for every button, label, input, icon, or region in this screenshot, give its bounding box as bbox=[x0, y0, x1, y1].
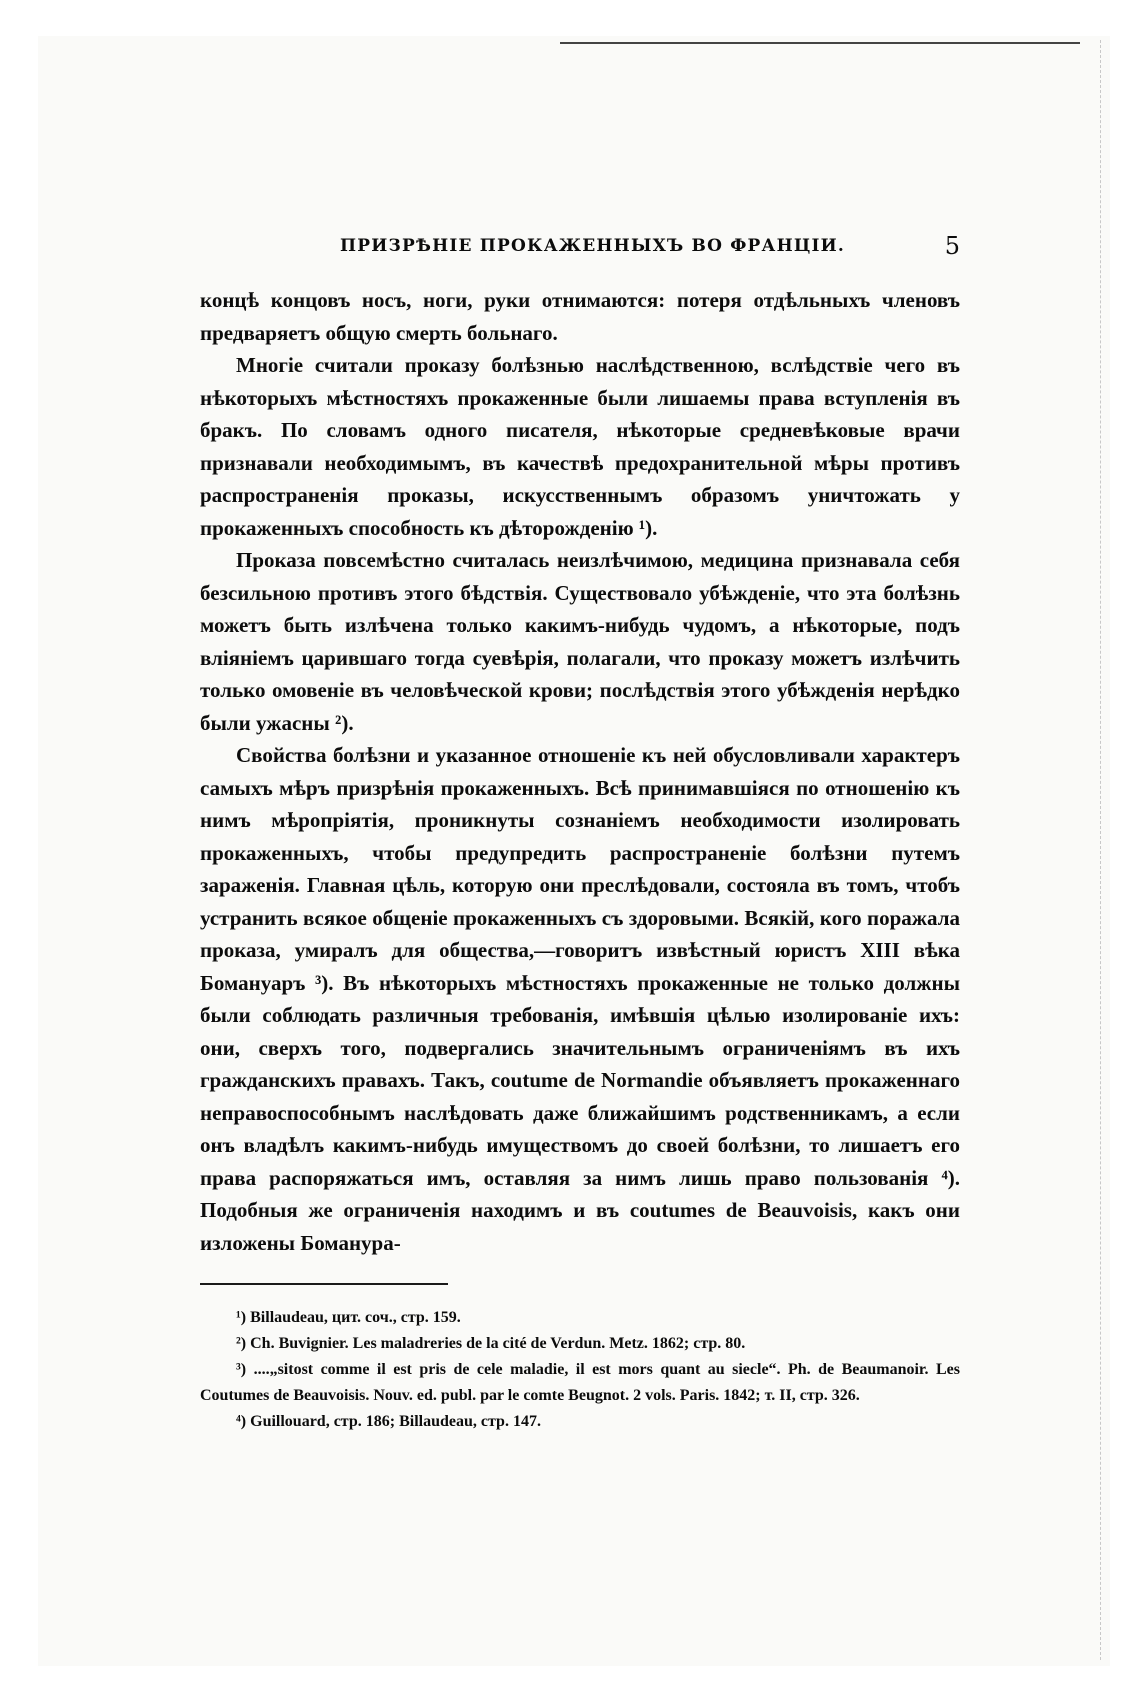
footnote: ³) ....„sitost comme il est pris de cele maladie, il est mors quant au siecle“. Ph. de Beaumanoir. Les Coutumes de Beauvoisis. Nouv. ed. publ. par le comte Beugnot. 2 vols. Paris. 1842; т. II, стр. 326. bbox=[200, 1361, 960, 1404]
footnote: ¹) Billaudeau, цит. соч., стр. 159. bbox=[236, 1309, 461, 1326]
footnote: ⁴) Guillouard, стр. 186; Billaudeau, стр. 147. bbox=[236, 1413, 541, 1430]
paragraph: Свойства болѣзни и указанное отношеніе къ ней обусловливали характеръ самыхъ мѣръ призрѣнія прокаженныхъ. Всѣ принимавшіяся по отношенію къ нимъ мѣропріятія, проникнуты сознаніемъ необходимости изолировать прокаженныхъ, чтобы предупредить распространеніе болѣзни путемъ зараженія. Главная цѣль, которую они преслѣдовали, состояла въ томъ, чтобъ устранить всякое общеніе прокаженныхъ съ здоровыми. Всякій, кого поражала проказа, умиралъ для общества,—говоритъ извѣстный юристъ XIII вѣка Бомануаръ ³). Въ нѣкоторыхъ мѣстностяхъ прокаженные не только должны были соблюдать различныя требованія, имѣвшія цѣлью изолированіе ихъ: они, сверхъ того, подвергались значительнымъ ограниченіямъ въ ихъ гражданскихъ правахъ. Такъ, coutume de Normandie объявляетъ прокаженнаго неправоспособнымъ наслѣдовать даже ближайшимъ родственникамъ, а если онъ владѣлъ какимъ-нибудь имуществомъ до своей болѣзни, то лишаетъ его права распоряжаться имъ, оставляя за нимъ лишь право пользованія ⁴). Подобныя же ограниченія находимъ и въ coutumes de Beauvoisis, какъ они изложены Боманура- bbox=[200, 743, 960, 1255]
top-scan-rule bbox=[560, 42, 1080, 44]
paragraph: Многіе считали проказу болѣзнью наслѣдственною, вслѣдствіе чего въ нѣкоторыхъ мѣстностяхъ прокаженные были лишаемы права вступленія въ бракъ. По словамъ одного писателя, нѣкоторые средневѣковые врачи признавали необходимымъ, въ качествѣ предохранительной мѣры противъ распространенія проказы, искусственнымъ образомъ уничтожать у прокаженныхъ способность къ дѣторожденію ¹). bbox=[200, 353, 960, 540]
scan-edge-line bbox=[1100, 40, 1102, 1660]
footnote: ²) Ch. Buvignier. Les maladreries de la cité de Verdun. Metz. 1862; стр. 80. bbox=[236, 1335, 746, 1352]
paragraph: концѣ концовъ носъ, ноги, руки отнимаются: потеря отдѣльныхъ членовъ предваряетъ общую смерть больнаго. bbox=[200, 288, 960, 345]
footnotes bbox=[200, 1305, 960, 1435]
running-title: ПРИЗРѢНІЕ ПРОКАЖЕННЫХЪ ВО ФРАНЦІИ. bbox=[340, 236, 846, 256]
footnote-separator bbox=[200, 1283, 448, 1285]
paragraph: Проказа повсемѣстно считалась неизлѣчимою, медицина признавала себя безсильною противъ этого бѣдствія. Существовало убѣжденіе, что эта болѣзнь можетъ быть излѣчена только какимъ-нибудь чудомъ, а нѣкоторые, подъ вліяніемъ царившаго тогда суевѣрія, полагали, что проказу можетъ излѣчить только омовеніе въ человѣческой крови; послѣдствія этого убѣжденія нерѣдко были ужасны ²). bbox=[200, 548, 960, 735]
main-text bbox=[200, 284, 960, 1259]
page-number: 5 bbox=[944, 232, 960, 260]
running-header bbox=[200, 232, 960, 268]
